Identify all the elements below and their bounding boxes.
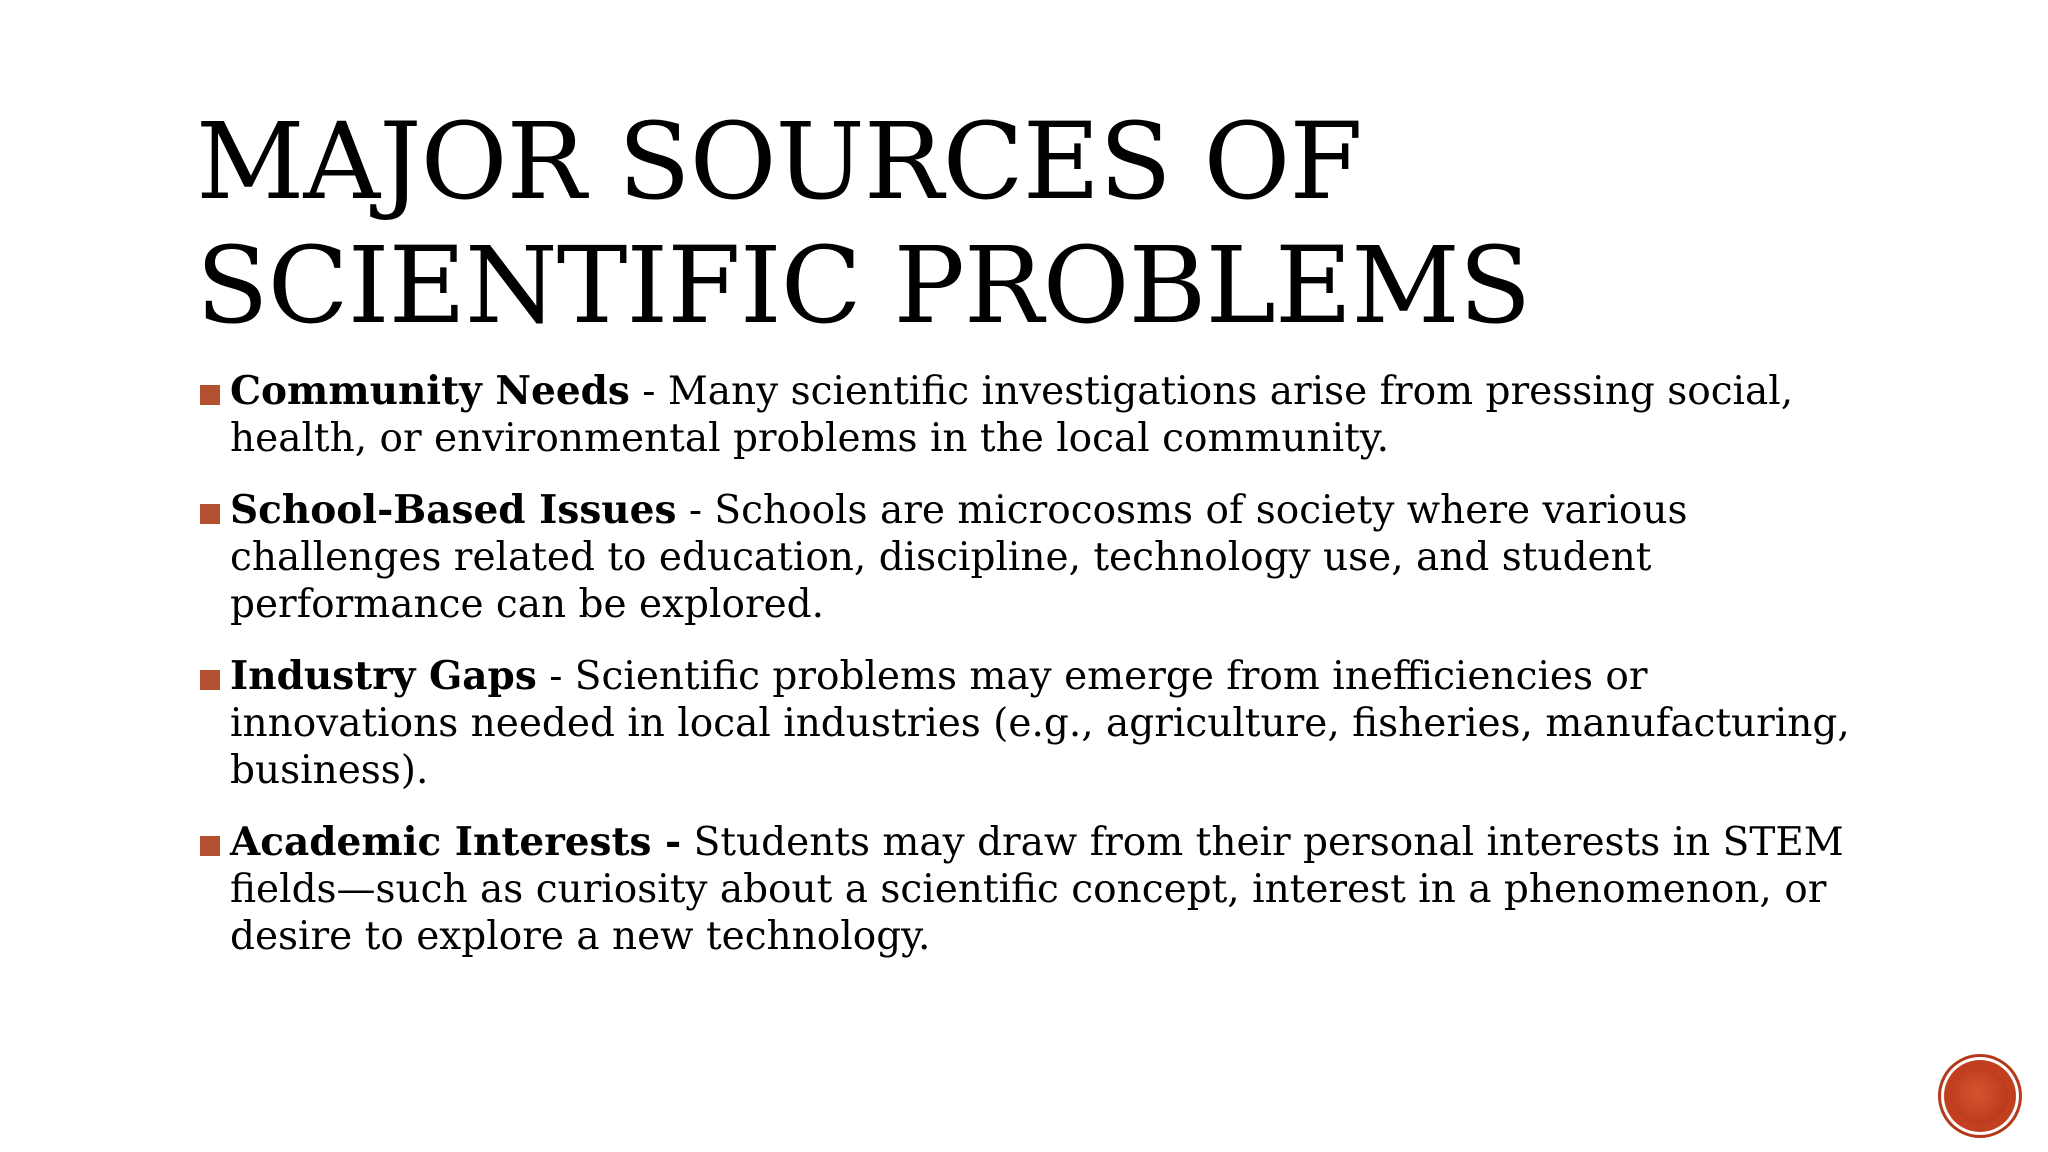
bullet-separator: -: [676, 488, 715, 533]
bullet-text: Schools are microcosms of society where various challenges related to education, discipline, technology use, and student performance can be explored.: [230, 488, 1688, 627]
bullet-item-community-needs: [200, 368, 1880, 462]
slide-title: [196, 100, 1896, 348]
bullet-item-industry-gaps: [200, 653, 1880, 794]
bullet-term: Industry Gaps: [230, 653, 537, 699]
square-bullet-icon: [200, 385, 220, 405]
bullet-separator: -: [536, 654, 575, 699]
bullet-item-academic-interests: [200, 819, 1880, 960]
bullet-separator: -: [629, 369, 668, 414]
bullet-term: School-Based Issues: [230, 487, 677, 533]
bullet-list: [200, 368, 1880, 985]
bullet-term: Academic Interests -: [230, 819, 682, 865]
square-bullet-icon: [200, 504, 220, 524]
bullet-text: Many scientific investigations arise from pressing social, health, or environmental problems in the local community.: [230, 369, 1794, 461]
slide-nav-button[interactable]: [1944, 1060, 2016, 1132]
bullet-item-school-based-issues: [200, 487, 1880, 628]
bullet-separator: [681, 820, 693, 865]
square-bullet-icon: [200, 670, 220, 690]
title-line-1: MAJOR SOURCES OF: [196, 100, 1362, 223]
square-bullet-icon: [200, 836, 220, 856]
bullet-text: Students may draw from their personal interests in STEM fields—such as curiosity about a scientific concept, interest in a phenomenon, or desire to explore a new technology.: [230, 820, 1844, 959]
bullet-text: Scientific problems may emerge from inefficiencies or innovations needed in local industries (e.g., agriculture, fisheries, manufacturing, business).: [230, 654, 1850, 793]
bullet-term: Community Needs: [230, 368, 630, 414]
title-line-2: SCIENTIFIC PROBLEMS: [196, 224, 1531, 347]
